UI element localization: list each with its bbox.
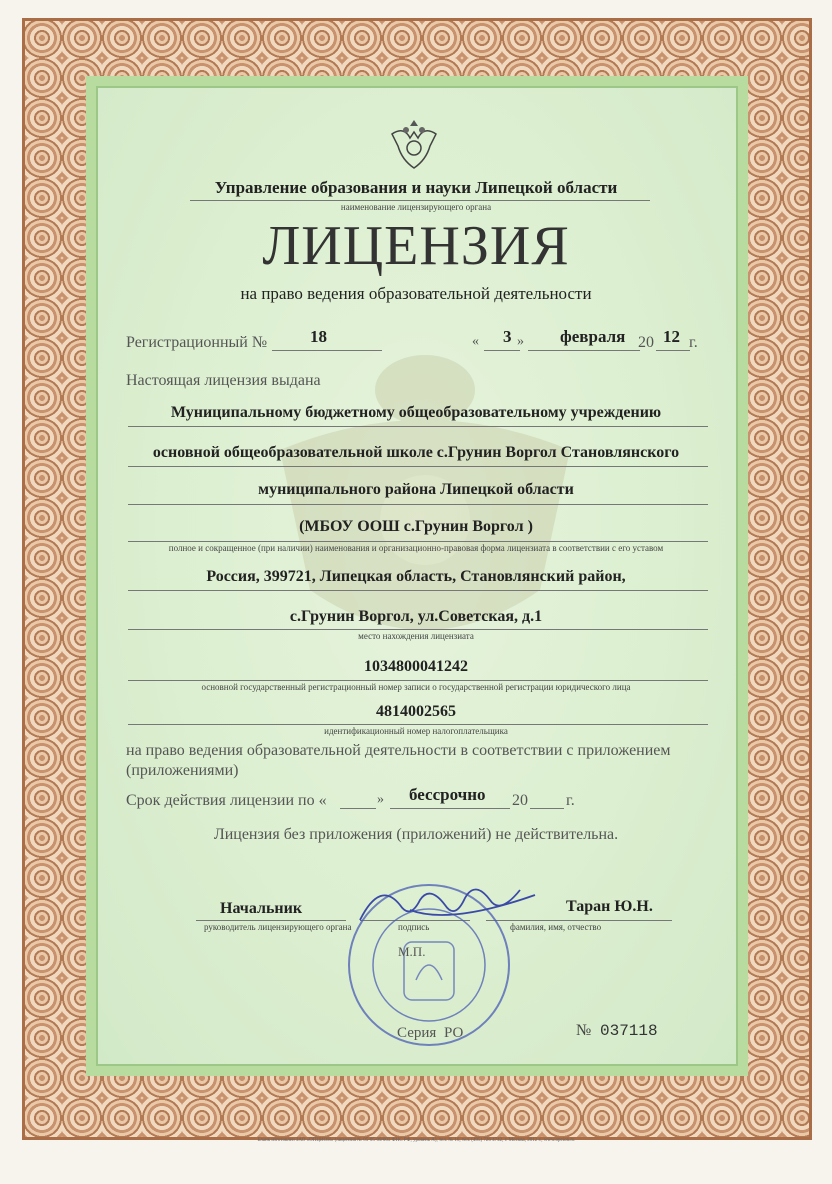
licensee-line-3-rule <box>128 504 708 505</box>
validity-year-line <box>530 808 564 809</box>
licensing-authority: Управление образования и науки Липецкой области <box>214 178 618 197</box>
ogrn-caption: основной государственный регистрационный номер записи о государственной регистрации юридического лица <box>201 682 631 692</box>
stamp-place-label: М.П. <box>398 944 426 959</box>
handwritten-signature-icon <box>350 870 540 940</box>
validity-label: Срок действия лицензии по « <box>126 792 327 809</box>
licensee-caption: полное и сокращенное (при наличии) наименования и организационно-правовая форма лицензиата в соответствии с его уставом <box>168 543 664 553</box>
date-year-line <box>656 350 690 351</box>
date-month-line <box>528 350 640 351</box>
registration-month: февраля <box>560 327 626 346</box>
registration-label: Регистрационный № <box>126 334 268 351</box>
name-caption: фамилия, имя, отчество <box>510 922 602 932</box>
date-day-line <box>484 350 520 351</box>
position-rule <box>196 920 346 921</box>
ogrn-rule <box>128 680 708 681</box>
signatory-position: Начальник <box>220 900 303 917</box>
licensee-line-1: Муниципальному бюджетному общеобразовательному учреждению <box>170 404 662 421</box>
address-line-2-rule <box>128 629 708 630</box>
invalid-note: Лицензия без приложения (приложений) не действительна. <box>213 826 619 843</box>
number-sign: № <box>576 1022 592 1039</box>
licensee-short-name: (МБОУ ООШ с.Грунин Воргол ) <box>299 518 533 535</box>
issued-to-label: Настоящая лицензия выдана <box>126 372 321 389</box>
document-subtitle: на право ведения образовательной деятельности <box>240 284 592 303</box>
authority-line <box>190 200 650 201</box>
address-line-2: с.Грунин Воргол, ул.Советская, д.1 <box>289 608 543 625</box>
coat-of-arms-icon <box>386 116 442 172</box>
validity-value: бессрочно <box>409 785 486 804</box>
signature-caption: подпись <box>398 922 430 932</box>
address-caption: место нахождения лицензиата <box>358 631 474 641</box>
validity-year-unit: г. <box>566 792 575 809</box>
form-number: 037118 <box>600 1022 658 1040</box>
registration-number: 18 <box>310 327 327 346</box>
printer-footer: Бланк изготовлен ЗАО «ОПЦИОН» (лицензия № 05-05-09/003 ФНС РФ, уровень А), тел. № 16, тел. (495) 726 4742, г. Москва, 2012 г., www.opcion.ru <box>257 1138 575 1143</box>
validity-value-line <box>390 808 510 809</box>
registration-number-line <box>272 350 382 351</box>
appendix-text-2: (приложениями) <box>126 762 239 779</box>
licensee-line-2-rule <box>128 466 708 467</box>
inn-value: 4814002565 <box>376 703 456 720</box>
series-label: Серия <box>397 1025 437 1041</box>
appendix-text-1: на право ведения образовательной деятельности в соответствии с приложением <box>126 742 671 759</box>
series-value: РО <box>444 1025 464 1041</box>
registration-year: 12 <box>663 327 680 346</box>
year-prefix: 20 <box>638 334 654 351</box>
validity-day-line <box>340 808 376 809</box>
year-unit: г. <box>689 334 698 351</box>
validity-quote-close: » <box>377 792 384 807</box>
address-line-1-rule <box>128 590 708 591</box>
date-quote-close: » <box>517 334 524 349</box>
document-title: ЛИЦЕНЗИЯ <box>262 215 570 277</box>
licensee-line-1-rule <box>128 426 708 427</box>
ogrn-value: 1034800041242 <box>364 658 468 675</box>
date-quote-open: « <box>472 334 479 349</box>
signatory-name: Таран Ю.Н. <box>566 898 653 915</box>
registration-day: 3 <box>503 327 512 346</box>
authority-caption: наименование лицензирующего органа <box>340 202 492 212</box>
inn-caption: идентификационный номер налогоплательщика <box>324 726 508 736</box>
validity-year-prefix: 20 <box>512 792 528 809</box>
licensee-line-3: муниципального района Липецкой области <box>258 481 574 498</box>
inn-rule <box>128 724 708 725</box>
licensee-line-4-rule <box>128 541 708 542</box>
licensee-line-2: основной общеобразовательной школе с.Грунин Воргол Становлянского <box>152 444 680 461</box>
address-line-1: Россия, 399721, Липецкая область, Становлянский район, <box>206 568 626 585</box>
position-caption: руководитель лицензирующего органа <box>204 922 352 932</box>
